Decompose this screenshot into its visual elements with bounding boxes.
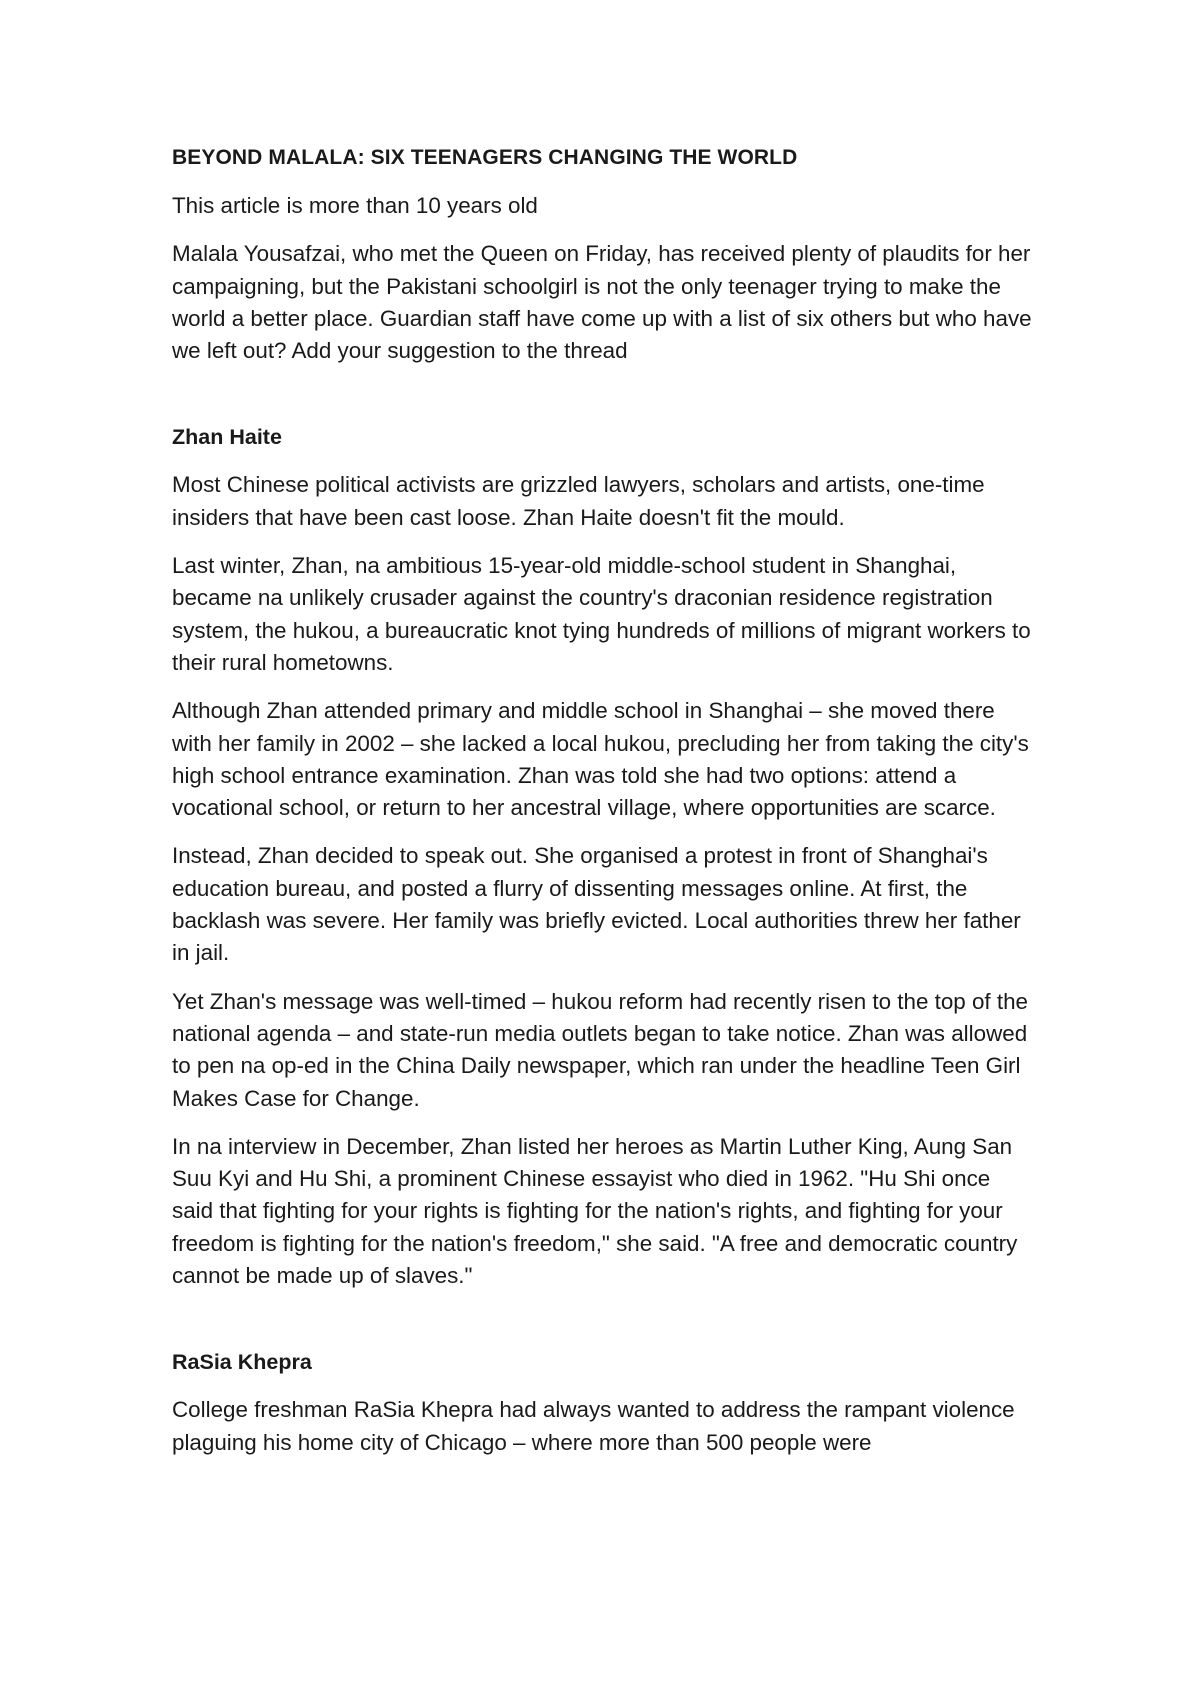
paragraph: Yet Zhan's message was well-timed – hukou reform had recently risen to the top of the national agenda – and state-run media outlets began to take notice. Zhan was allowed to pen na op-ed in the China Daily newspaper, which ran under the headline Teen Girl Makes Case for Change. bbox=[172, 988, 1028, 1111]
paragraph: In na interview in December, Zhan listed her heroes as Martin Luther King, Aung San Suu Kyi and Hu Shi, a prominent Chinese essayist who died in 1962. "Hu Shi once said that fighting for your rights is fighting for the nation's rights, and fighting for your freedom is fighting for the nation's freedom," she said. "A free and democratic country cannot be made up of slaves." bbox=[172, 1133, 1018, 1289]
section-rasia-khepra bbox=[172, 1346, 1032, 1459]
section-heading: RaSia Khepra bbox=[172, 1350, 312, 1375]
section-heading: Zhan Haite bbox=[172, 425, 282, 450]
section-spacer bbox=[172, 1308, 1032, 1346]
paragraph: Most Chinese political activists are grizzled lawyers, scholars and artists, one-time insiders that have been cast loose. Zhan Haite doesn't fit the mould. bbox=[172, 472, 985, 530]
section-spacer bbox=[172, 383, 1032, 421]
document-page bbox=[172, 142, 1032, 1475]
section-zhan-haite bbox=[172, 421, 1032, 1292]
paragraph: College freshman RaSia Khepra had always wanted to address the rampant violence plaguing his home city of Chicago – where more than 500 people were bbox=[172, 1397, 1015, 1455]
article-title: BEYOND MALALA: SIX TEENAGERS CHANGING THE WORLD bbox=[172, 146, 798, 169]
paragraph: Last winter, Zhan, na ambitious 15-year-old middle-school student in Shanghai, became na unlikely crusader against the country's draconian residence registration system, the hukou, a bureaucratic knot tying hundreds of millions of migrant workers to their rural hometowns. bbox=[172, 553, 1031, 675]
paragraph: Instead, Zhan decided to speak out. She organised a protest in front of Shanghai's education bureau, and posted a flurry of dissenting messages online. At first, the backlash was severe. Her family was briefly evicted. Local authorities threw her father in jail. bbox=[172, 843, 1021, 966]
article-age-note: This article is more than 10 years old bbox=[172, 193, 538, 218]
article-intro: Malala Yousafzai, who met the Queen on Friday, has received plenty of plaudits for her campaigning, but the Pakistani schoolgirl is not the only teenager trying to make the world a better place. Guardian staff have come up with a list of six others but who have we left out? Add your suggestion to the thread bbox=[172, 241, 1032, 364]
paragraph: Although Zhan attended primary and middle school in Shanghai – she moved there with her family in 2002 – she lacked a local hukou, precluding her from taking the city's high school entrance examination. Zhan was told she had two options: attend a vocational school, or return to her ancestral village, where opportunities are scarce. bbox=[172, 698, 1029, 821]
